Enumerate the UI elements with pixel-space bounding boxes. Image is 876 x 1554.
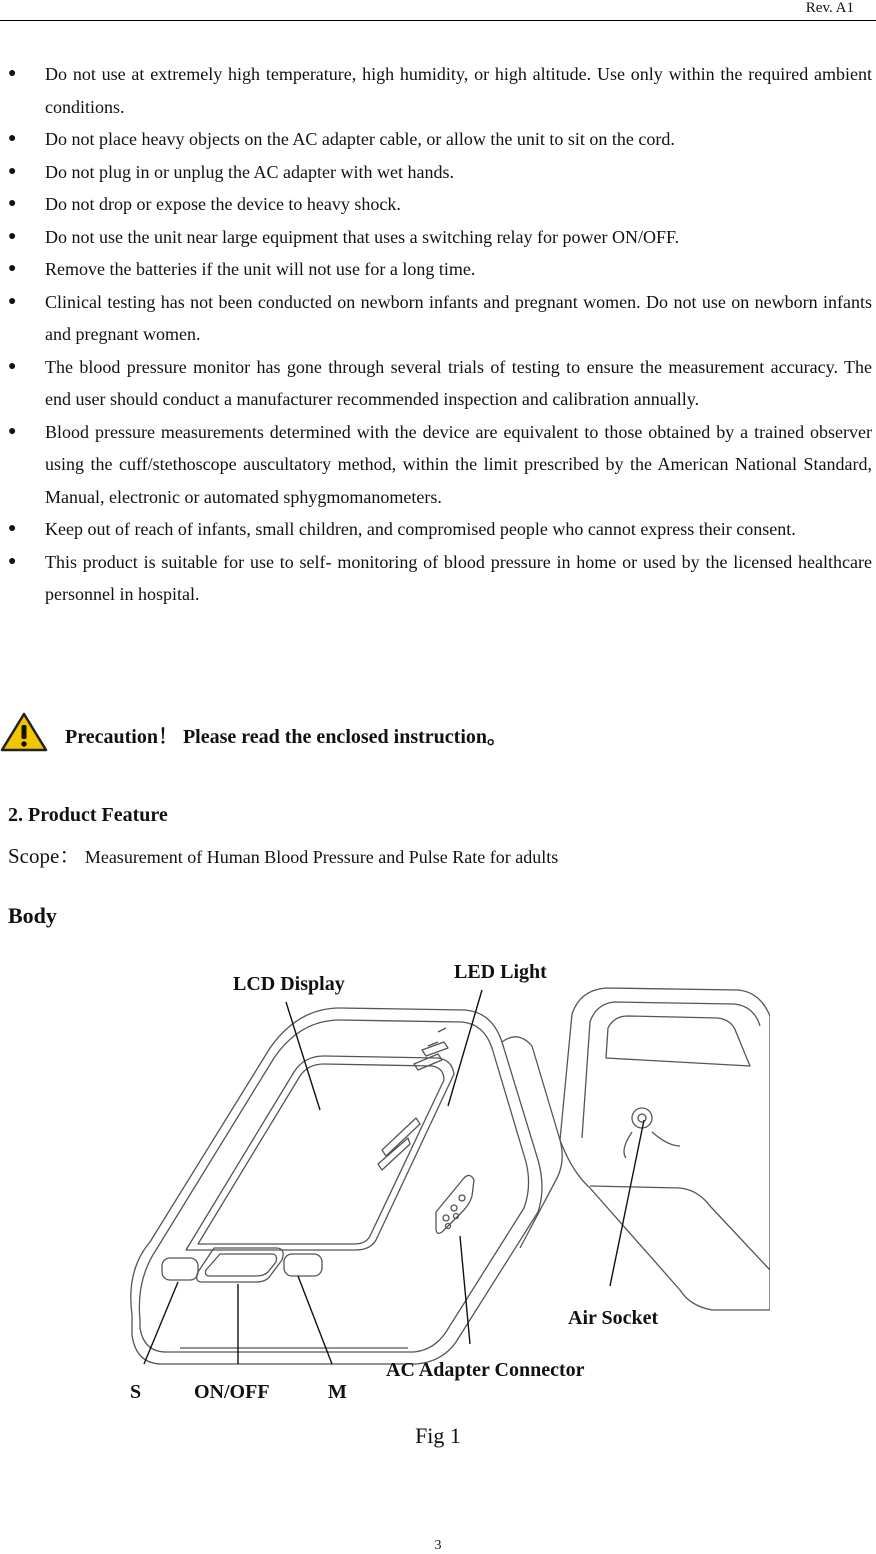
bullet-icon: ● (8, 293, 17, 309)
list-item: ● The blood pressure monitor has gone through several trials of testing to ensure the measurement accuracy. The end user should conduct a manufacturer recommended inspection and calibration annually. (0, 351, 872, 416)
label-ac-adapter-connector: AC Adapter Connector (386, 1359, 585, 1381)
ac-connector (436, 1175, 474, 1233)
scope-line (8, 840, 558, 870)
bullet-icon: ● (8, 423, 17, 439)
body-heading: Body (8, 903, 57, 928)
second-unit (560, 988, 770, 1310)
bullet-icon: ● (8, 131, 17, 146)
bullet-icon: ● (8, 163, 17, 179)
label-onoff-button: ON/OFF (194, 1381, 270, 1403)
bullet-icon: ● (8, 521, 17, 536)
list-item: ● Do not use at extremely high temperature, high humidity, or high altitude. Use only within the required ambient conditions. (0, 58, 872, 123)
bullet-icon: ● (8, 228, 17, 244)
warning-icon (0, 712, 48, 752)
warning-list (0, 58, 872, 611)
bullet-icon: ● (8, 358, 17, 374)
list-item: ● Do not place heavy objects on the AC adapter cable, or allow the unit to sit on the cord. (0, 123, 872, 156)
label-led-light: LED Light (454, 961, 547, 983)
figure-caption: Fig 1 (415, 1423, 461, 1448)
m-button (284, 1254, 322, 1276)
revision-label: Rev. A1 (805, 0, 854, 16)
device-figure (120, 950, 770, 1410)
led-light (428, 1028, 446, 1046)
bullet-icon: ● (8, 261, 17, 276)
header-rule (0, 20, 876, 21)
label-m-button: M (328, 1381, 347, 1403)
label-air-socket: Air Socket (568, 1307, 659, 1329)
list-item: ● Blood pressure measurements determined with the device are equivalent to those obtained by a trained observer using the cuff/stethoscope auscultatory method, within the limit prescribed by the American National Standard, Manual, electronic or automated sphygmomanometers. (0, 416, 872, 514)
page-number: 3 (434, 1538, 442, 1553)
section-title: 2. Product Feature (8, 804, 168, 826)
list-item: ● Do not plug in or unplug the AC adapter with wet hands. (0, 156, 872, 189)
list-item: ● Remove the batteries if the unit will not use for a long time. (0, 253, 872, 286)
bullet-icon: ● (8, 66, 17, 81)
air-socket (632, 1108, 652, 1128)
precaution-notice (0, 712, 876, 752)
scope-label: Scope： (8, 844, 81, 868)
device-body (131, 1008, 542, 1364)
bullet-icon: ● (8, 196, 17, 211)
scope-text: Measurement of Human Blood Pressure and Pulse Rate for adults (80, 847, 559, 867)
list-item: ● Keep out of reach of infants, small children, and compromised people who cannot express their consent. (0, 513, 872, 546)
list-item: ● This product is suitable for use to self- monitoring of blood pressure in home or used by the licensed healthcare personnel in hospital. (0, 546, 872, 611)
precaution-text: Precaution！ Please read the enclosed instruction。 (65, 726, 507, 748)
list-item: ● Clinical testing has not been conducted on newborn infants and pregnant women. Do not use on newborn infants and pregnant women. (0, 286, 872, 351)
list-item: ● Do not use the unit near large equipment that uses a switching relay for power ON/OFF. (0, 221, 872, 254)
bullet-icon: ● (8, 553, 17, 569)
s-button (162, 1258, 198, 1280)
list-item: ● Do not drop or expose the device to heavy shock. (0, 188, 872, 221)
lcd-screen (186, 1056, 454, 1250)
label-s-button: S (130, 1381, 142, 1403)
label-lcd-display: LCD Display (233, 973, 345, 995)
